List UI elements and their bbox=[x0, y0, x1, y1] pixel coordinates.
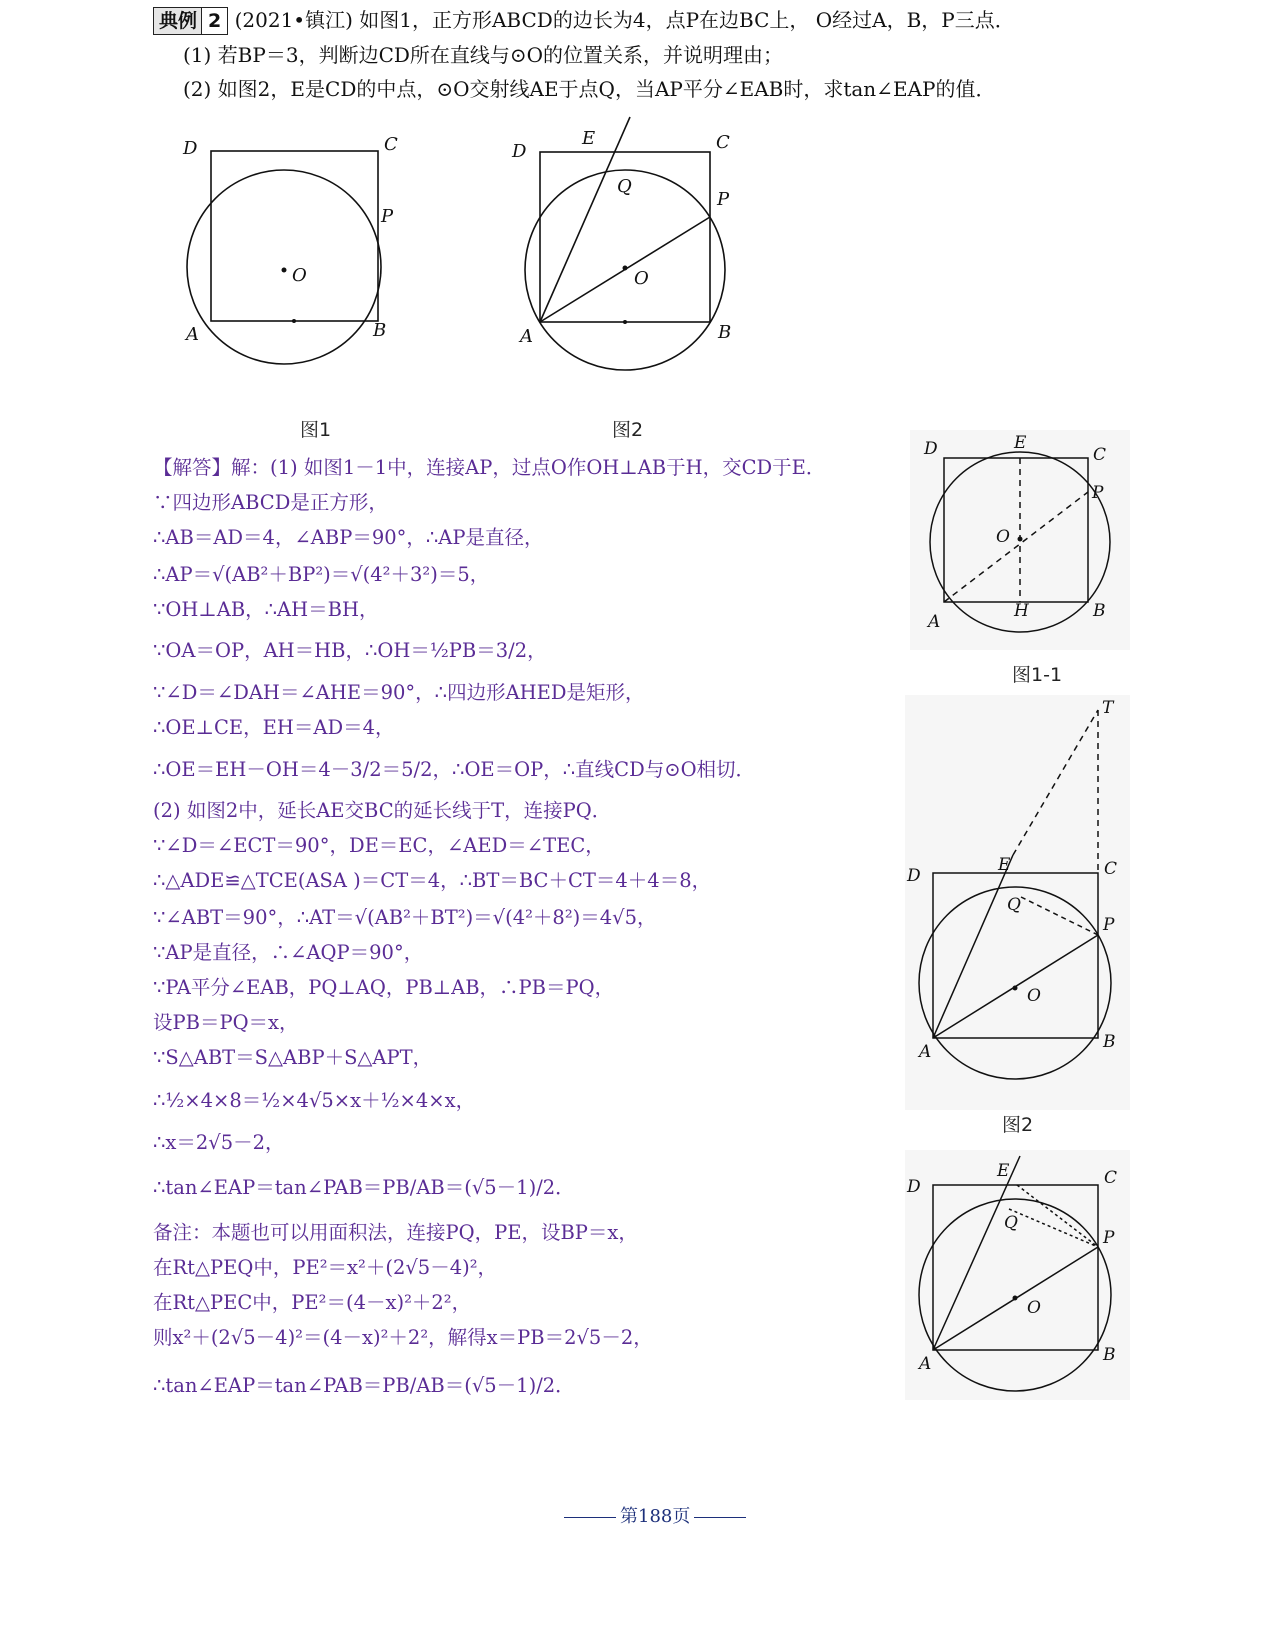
solution-line: ∵∠ABT＝90°，∴AT＝√(AB²＋BT²)＝√(4²＋8²)＝4√5， bbox=[153, 906, 657, 929]
solution-line: 则x²＋(2√5－4)²＝(4－x)²＋2²，解得x＝PB＝2√5－2， bbox=[153, 1326, 653, 1349]
problem-statement: (2021•镇江) 如图1，正方形ABCD的边长为4，点P在边BC上， O经过A，B，P三点． bbox=[234, 8, 1015, 32]
figure-2-area-method-background bbox=[905, 1150, 1130, 1400]
solution-line: ∴OE⊥CE，EH＝AD＝4， bbox=[153, 716, 395, 739]
footer-rule-left bbox=[564, 1517, 616, 1518]
problem-line-1 bbox=[153, 5, 1015, 35]
solution-line: 设PB＝PQ＝x， bbox=[153, 1011, 299, 1034]
page-number: 第188页 bbox=[620, 1506, 691, 1527]
solution-line: ∴OE＝EH－OH＝4－3/2＝5/2，∴OE＝OP，∴直线CD与⊙O相切． bbox=[153, 758, 756, 781]
label-o: O bbox=[292, 265, 307, 286]
solution-line: ∴△ADE≌△TCE(ASA )＝CT＝4，∴BT＝BC＋CT＝4＋4＝8， bbox=[153, 869, 712, 892]
label-p: P bbox=[381, 206, 394, 227]
center-o-dot bbox=[1013, 986, 1018, 991]
label-o: O bbox=[634, 268, 649, 289]
figure-1 bbox=[180, 130, 420, 370]
solution-line: ∵S△ABT＝S△ABP＋S△APT， bbox=[153, 1046, 433, 1069]
solution-line: (2) 如图2中，延长AE交BC的延长线于T，连接PQ． bbox=[153, 799, 612, 822]
center-o-dot bbox=[1018, 537, 1023, 542]
solution-line: 【解答】解：(1) 如图1－1中，连接AP，过点O作OH⊥AB于H，交CD于E． bbox=[153, 456, 826, 479]
label-t: T bbox=[1102, 698, 1114, 718]
label-a: A bbox=[919, 1042, 932, 1062]
figure-2-extended bbox=[905, 695, 1130, 1110]
label-c: C bbox=[384, 134, 398, 155]
solution-line: 备注：本题也可以用面积法，连接PQ，PE，设BP＝x， bbox=[153, 1221, 638, 1244]
figure-1-1-caption: 图1-1 bbox=[1012, 664, 1063, 686]
label-a: A bbox=[928, 612, 941, 632]
example-badge: 典例 bbox=[153, 7, 203, 35]
figure-2-extended-caption: 图2 bbox=[1002, 1114, 1034, 1136]
solution-line: ∴tan∠EAP＝tan∠PAB＝PB/AB＝(√5－1)/2． bbox=[153, 1176, 575, 1199]
label-e: E bbox=[998, 855, 1011, 875]
center-o-dot bbox=[623, 266, 628, 271]
solution-line: ∵AP是直径，∴∠AQP＝90°， bbox=[153, 941, 424, 964]
solution-line: ∴x＝2√5－2， bbox=[153, 1131, 285, 1154]
label-b: B bbox=[718, 322, 732, 343]
label-c: C bbox=[1104, 859, 1118, 879]
label-p: P bbox=[1103, 915, 1115, 935]
label-o: O bbox=[1027, 1298, 1041, 1318]
solution-line: ∵OH⊥AB，∴AH＝BH， bbox=[153, 598, 379, 621]
problem-part-1: (1) 若BP＝3，判断边CD所在直线与⊙O的位置关系，并说明理由； bbox=[183, 43, 784, 67]
solution-line: ∴½×4×8＝½×4√5×x＋½×4×x， bbox=[153, 1089, 476, 1112]
figure-1-1 bbox=[910, 430, 1130, 650]
figure-2 bbox=[500, 112, 750, 377]
ab-midpoint-dot bbox=[623, 320, 627, 324]
label-b: B bbox=[1093, 601, 1106, 621]
solution-line: ∵∠D＝∠ECT＝90°，DE＝EC，∠AED＝∠TEC， bbox=[153, 834, 605, 857]
square-abcd bbox=[211, 151, 378, 321]
solution-line: ∵四边形ABCD是正方形， bbox=[153, 491, 388, 514]
label-e: E bbox=[582, 128, 596, 149]
label-d: D bbox=[907, 1177, 921, 1197]
label-p: P bbox=[717, 189, 730, 210]
label-q: Q bbox=[617, 176, 632, 197]
footer-rule-right bbox=[694, 1517, 746, 1518]
solution-line: ∵∠D＝∠DAH＝∠AHE＝90°，∴四边形AHED是矩形， bbox=[153, 681, 645, 704]
label-a: A bbox=[520, 326, 533, 347]
label-c: C bbox=[716, 132, 730, 153]
label-d: D bbox=[907, 866, 921, 886]
problem-part-2: (2) 如图2，E是CD的中点，⊙O交射线AE于点Q，当AP平分∠EAB时，求tan∠EAP的值． bbox=[183, 77, 996, 101]
solution-line: ∴AP＝√(AB²＋BP²)＝√(4²＋3²)＝5， bbox=[153, 563, 490, 586]
ab-midpoint-dot bbox=[292, 319, 296, 323]
label-o: O bbox=[996, 527, 1010, 547]
label-p: P bbox=[1103, 1228, 1115, 1248]
figure-1-caption: 图1 bbox=[300, 419, 332, 441]
label-b: B bbox=[1103, 1032, 1116, 1052]
solution-line: 在Rt△PEC中，PE²＝(4－x)²＋2²， bbox=[153, 1291, 472, 1314]
label-q: Q bbox=[1007, 895, 1021, 915]
label-e: E bbox=[997, 1161, 1010, 1181]
solution-line: 在Rt△PEQ中，PE²＝x²＋(2√5－4)²， bbox=[153, 1256, 498, 1279]
label-b: B bbox=[373, 320, 387, 341]
circle-o bbox=[187, 170, 381, 364]
figure-2-area-method bbox=[905, 1150, 1130, 1400]
label-a: A bbox=[186, 324, 199, 345]
label-c: C bbox=[1104, 1168, 1118, 1188]
label-a: A bbox=[919, 1354, 932, 1374]
label-d: D bbox=[183, 138, 198, 159]
label-o: O bbox=[1027, 986, 1041, 1006]
label-p: P bbox=[1092, 483, 1104, 503]
label-q: Q bbox=[1004, 1213, 1018, 1233]
solution-line: ∵OA＝OP，AH＝HB，∴OH＝½PB＝3/2， bbox=[153, 639, 547, 662]
label-e: E bbox=[1014, 433, 1027, 453]
solution-line: ∴tan∠EAP＝tan∠PAB＝PB/AB＝(√5－1)/2． bbox=[153, 1374, 575, 1397]
page-footer bbox=[560, 1502, 750, 1528]
figure-2-caption: 图2 bbox=[612, 419, 644, 441]
solution-line: ∴AB＝AD＝4，∠ABP＝90°，∴AP是直径， bbox=[153, 526, 544, 549]
label-h: H bbox=[1014, 601, 1029, 621]
label-b: B bbox=[1103, 1345, 1116, 1365]
label-c: C bbox=[1093, 445, 1107, 465]
center-o-dot bbox=[1013, 1296, 1018, 1301]
label-d: D bbox=[512, 141, 527, 162]
solution-line: ∵PA平分∠EAB，PQ⊥AQ，PB⊥AB，∴PB＝PQ， bbox=[153, 976, 615, 999]
label-d: D bbox=[924, 439, 938, 459]
example-number: 2 bbox=[201, 7, 228, 35]
center-o-dot bbox=[282, 268, 287, 273]
